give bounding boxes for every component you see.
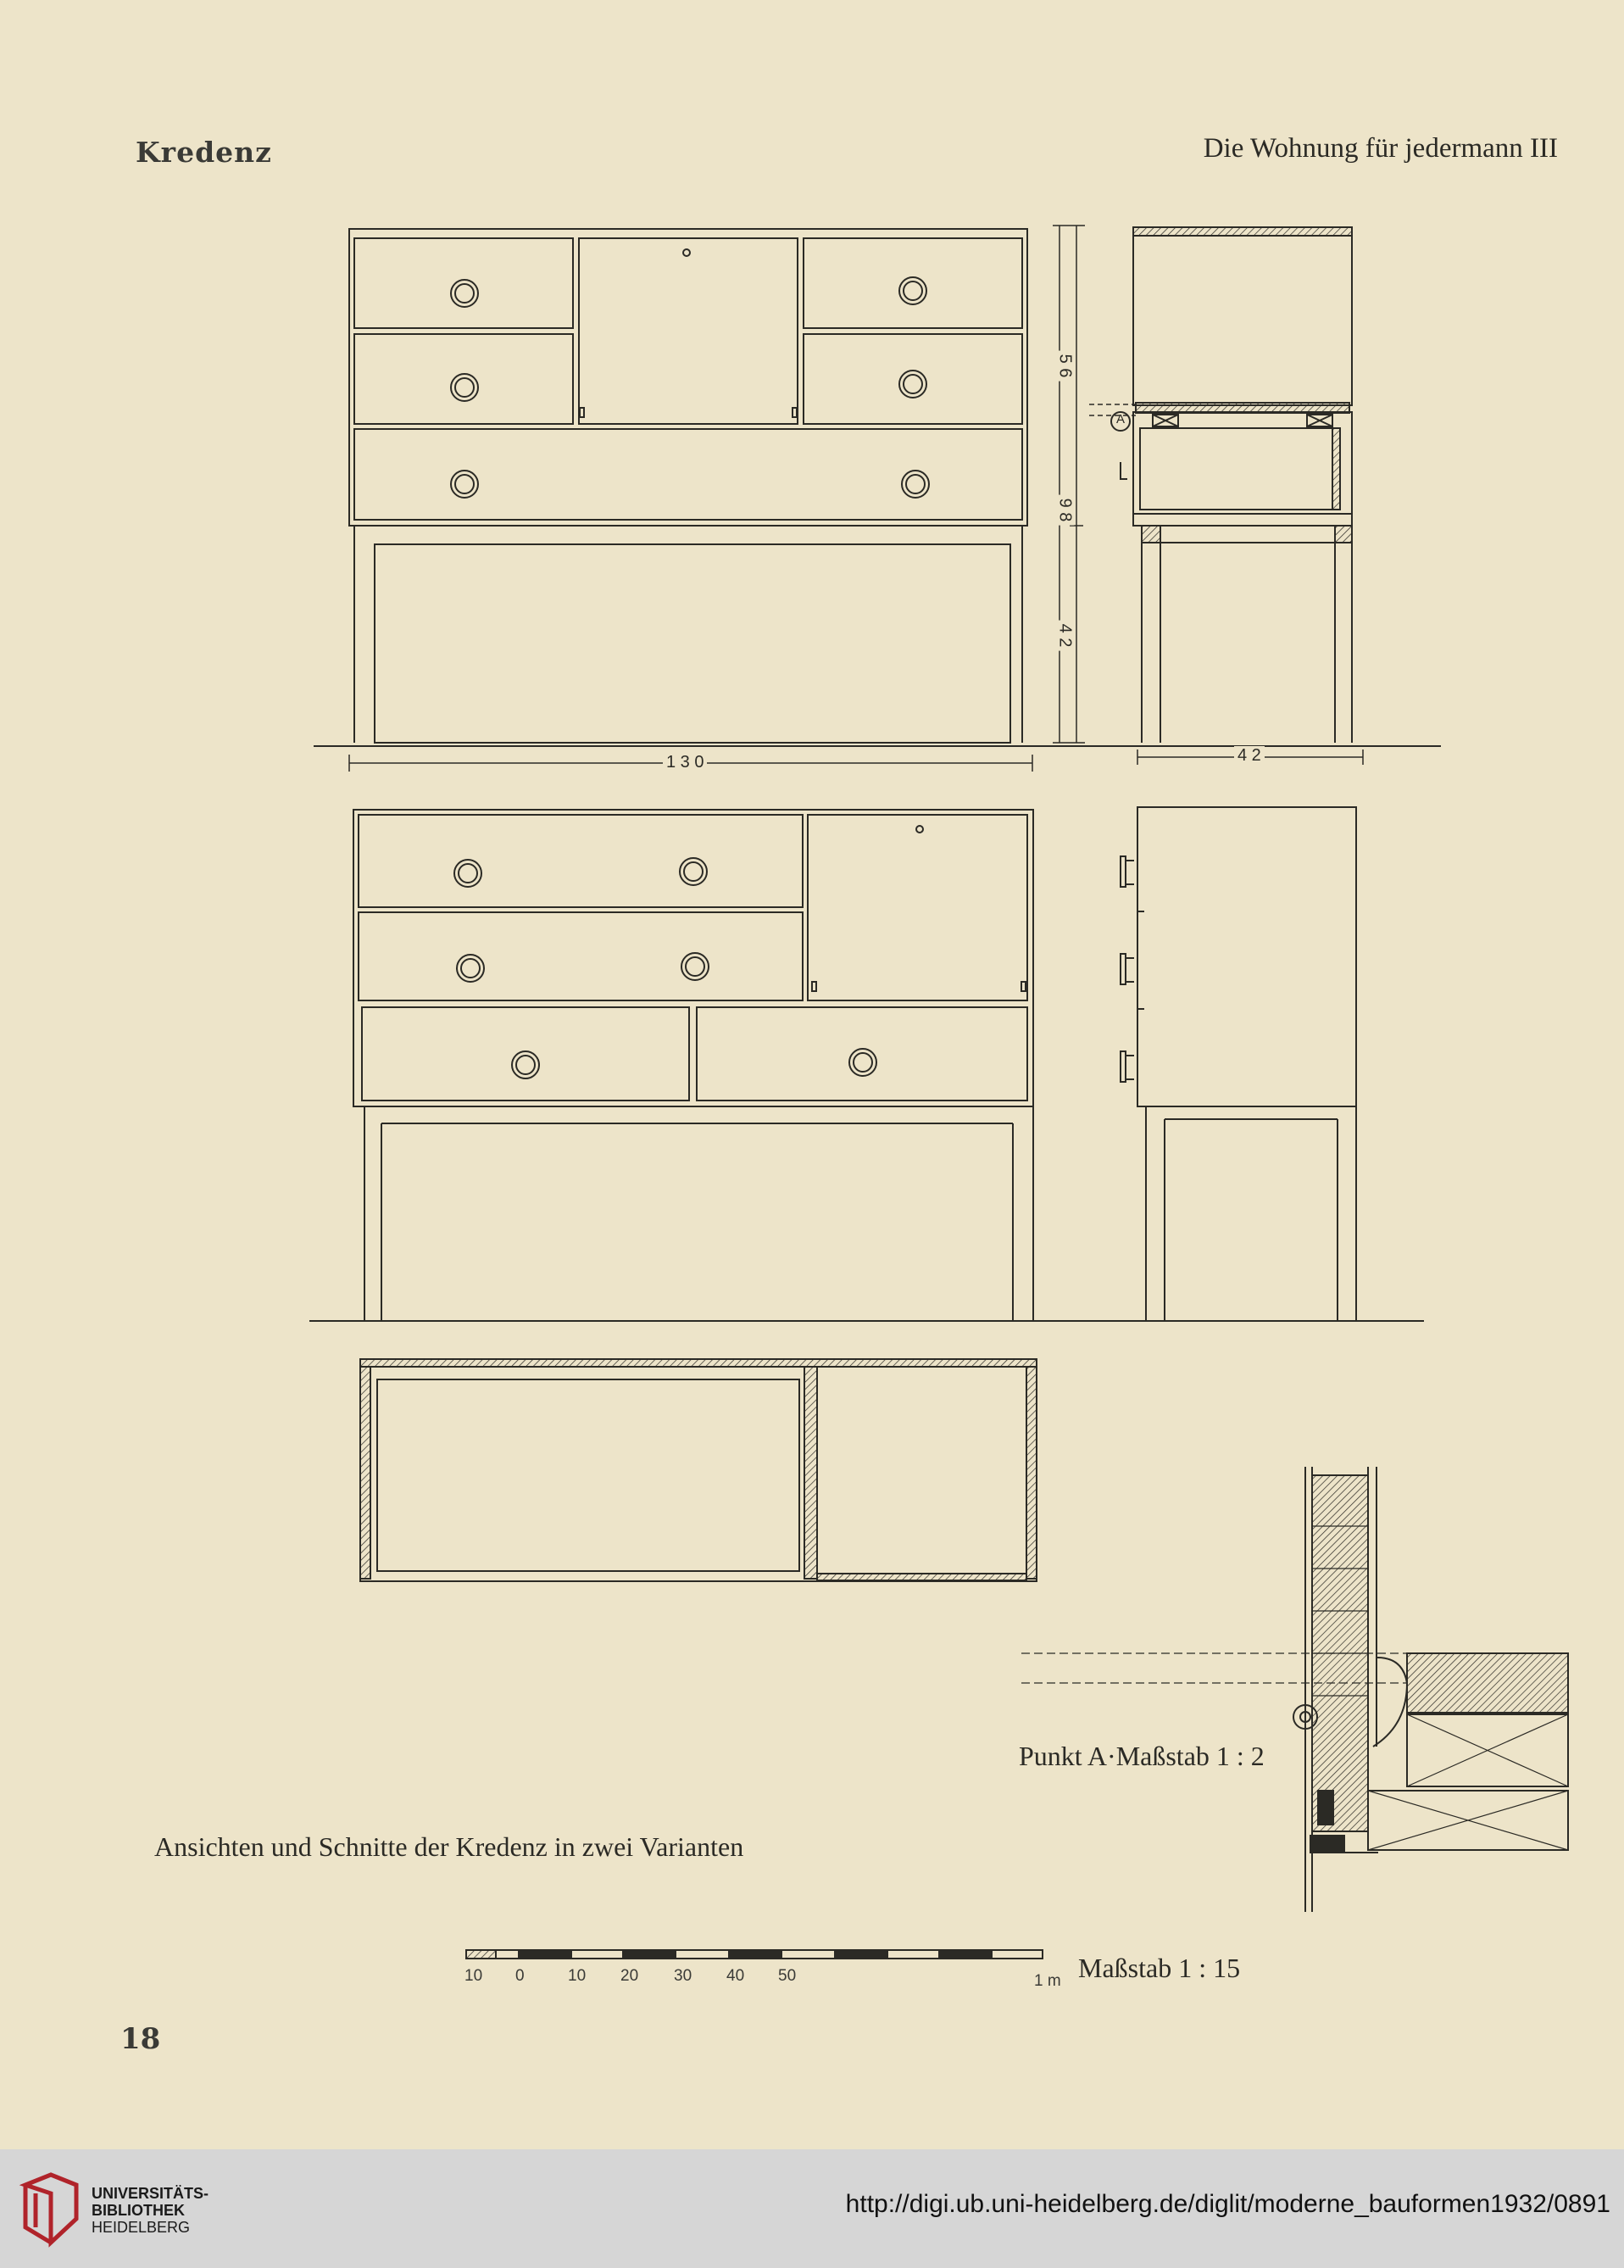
dimension-130: 1 3 0 [663, 753, 707, 772]
scale-tick: 50 [778, 1967, 797, 1985]
page-number: 18 [120, 2022, 161, 2056]
scale-tick: 10 [568, 1967, 587, 1985]
library-logo-icon [17, 2168, 81, 2249]
library-name [92, 2185, 209, 2236]
detail-point-a [1021, 1467, 1568, 1912]
source-url-link[interactable]: http://digi.ub.uni-heidelberg.de/diglit/moderne_bauformen1932/0891 [845, 2190, 1610, 2218]
side-section-variant-1 [1111, 227, 1352, 743]
scale-tick: 1 m [1034, 1972, 1061, 1990]
side-elevation-variant-2 [1121, 807, 1356, 1321]
point-a-marker: A [1116, 412, 1126, 426]
plan-section [360, 1359, 1037, 1581]
dimension-56: 5 6 [1054, 351, 1074, 382]
library-name-line3: HEIDELBERG [92, 2219, 191, 2236]
dimension-42-height: 4 2 [1054, 621, 1074, 651]
figure-caption: Ansichten und Schnitte der Kredenz in zwei Varianten [154, 1831, 744, 1862]
scale-tick: 10 [464, 1967, 483, 1985]
front-elevation-variant-1 [349, 229, 1027, 743]
library-name-line1: UNIVERSITÄTS- [92, 2185, 209, 2202]
front-elevation-variant-2 [353, 810, 1033, 1321]
scale-tick: 0 [515, 1967, 525, 1985]
scale-tick: 20 [620, 1967, 639, 1985]
page-title: Kredenz [136, 136, 272, 169]
detail-label: Punkt A·Maßstab 1 : 2 [1019, 1741, 1270, 1772]
scale-tick: 40 [726, 1967, 745, 1985]
dimension-98: 9 8 [1054, 495, 1074, 526]
scale-bar [466, 1950, 1043, 1959]
library-footer [0, 2149, 1624, 2268]
running-head: Die Wohnung für jedermann III [1203, 133, 1558, 164]
scale-label: Maßstab 1 : 15 [1078, 1953, 1241, 1983]
scale-tick: 30 [674, 1967, 692, 1985]
library-name-line2: BIBLIOTHEK [92, 2202, 185, 2219]
dimension-42-depth: 4 2 [1234, 746, 1265, 766]
